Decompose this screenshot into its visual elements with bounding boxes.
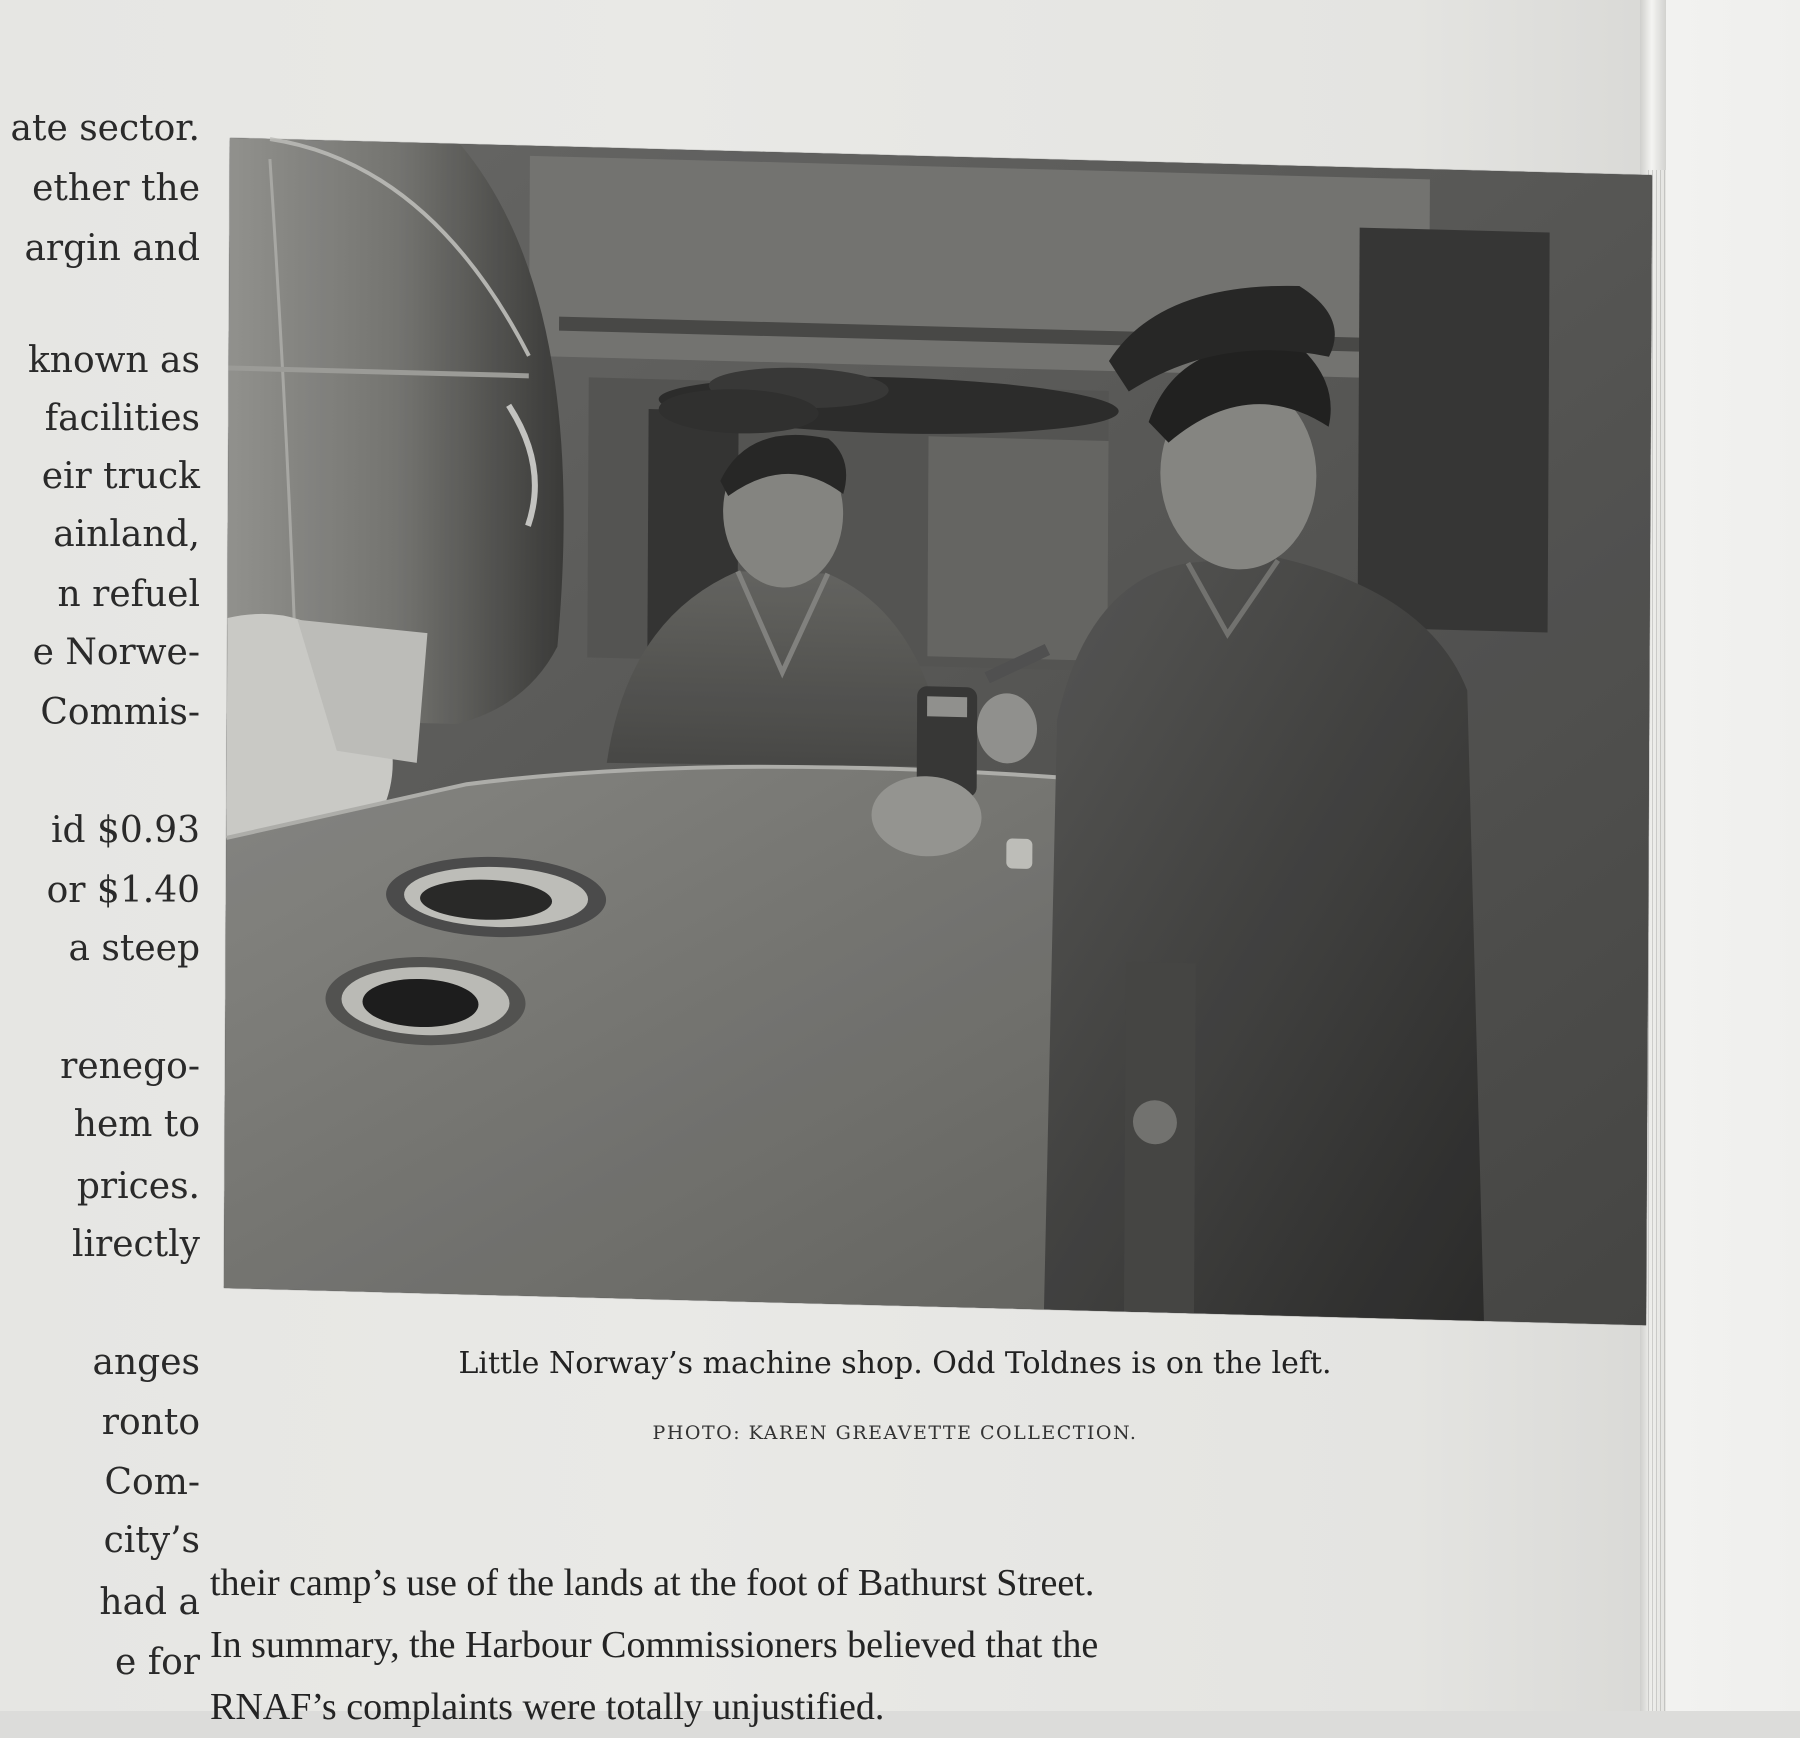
facing-page — [1666, 0, 1800, 1711]
body-line: their camp’s use of the lands at the foot of Bathurst Street. — [210, 1562, 1095, 1604]
left-line: hem to — [73, 1104, 200, 1145]
left-line: n refuel — [57, 574, 200, 615]
left-line: ronto — [101, 1402, 200, 1443]
left-line: facilities — [44, 398, 200, 439]
left-line: lirectly — [71, 1224, 200, 1265]
body-line: RNAF’s complaints were totally unjustified. — [210, 1686, 885, 1728]
left-line — [115, 1634, 200, 1662]
left-line: prices. — [76, 1166, 200, 1207]
left-line: had a — [99, 1582, 200, 1623]
left-line: argin and — [24, 228, 200, 269]
left-line: Commis- — [40, 692, 200, 733]
body-text — [210, 1552, 1370, 1728]
left-line: e Norwe- — [32, 632, 200, 673]
left-line: or $1.40 — [46, 870, 200, 911]
left-line: renego- — [60, 1046, 200, 1087]
left-line: anges — [92, 1342, 200, 1383]
machine-shop-photo — [224, 138, 1652, 1325]
left-line: a steep — [68, 928, 200, 969]
left-line: Com- — [104, 1462, 200, 1503]
left-line: known as — [27, 340, 200, 381]
left-line: city’s — [103, 1520, 200, 1561]
left-line: eir truck — [41, 456, 200, 497]
photo-illustration — [224, 138, 1652, 1325]
left-line: id $0.93 — [50, 810, 200, 851]
photo-credit: PHOTO: KAREN GREAVETTE COLLECTION. — [652, 1422, 1138, 1444]
body-line: In summary, the Harbour Commissioners believed that the — [210, 1624, 1099, 1666]
left-line: ether the — [32, 168, 200, 209]
left-line: ainland, — [53, 514, 200, 555]
figure-caption: Little Norway’s machine shop. Odd Toldnes is on the left. — [458, 1346, 1332, 1381]
left-line: ate sector. — [10, 108, 200, 149]
